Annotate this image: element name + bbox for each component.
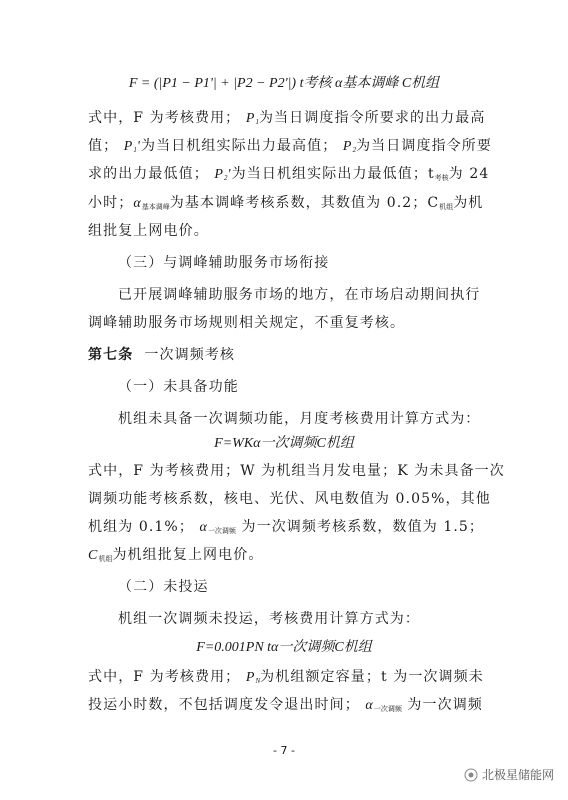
article-heading: 第七条 一次调频考核 — [88, 347, 236, 363]
text-line: 值； $P_1'$为当日机组实际出力最高值； $P_2$为当日调度指令所要 — [88, 138, 492, 154]
text-line: 调峰辅助服务市场规则相关规定，不重复考核。 — [88, 315, 406, 331]
text-line: 机组为 0.1%； $\alpha_{一次调频}$ 为一次调频考核系数，数值为 1.5； — [88, 519, 485, 535]
text-line: 小时；$\alpha_{基本调峰}$为基本调峰考核系数，其数值为 0.2；$C_{机组}$为机 — [88, 195, 484, 211]
text-line: 已开展调峰辅助服务市场的地方，在市场启动期间执行 — [118, 287, 481, 303]
section-heading: （一）未具备功能 — [118, 379, 239, 395]
text-line: 投运小时数，不包括调度发令退出时间； $\alpha_{一次调频}$ 为一次调频 — [88, 697, 483, 713]
watermark-text: 北极星储能网 — [481, 768, 554, 782]
text-line: 机组一次调频未投运，考核费用计算方式为： — [118, 611, 420, 627]
formula-1: F = (|P1 − P1'| + |P2 − P2'|) t考核 α基本调峰 C机组 — [128, 76, 440, 91]
page-number: - 7 - — [273, 744, 295, 757]
text-line: 组批复上网电价。 — [88, 223, 209, 239]
formula-3: F=0.001PN tα一次调频C机组 — [196, 640, 372, 655]
text-line: 式中，F 为考核费用； $P_1$为当日调度指令所要求的出力最高 — [88, 110, 486, 126]
text-line: 求的出力最低值； $P_2'$为当日机组实际出力最低值；$t_{考核}$为 24 — [88, 166, 490, 182]
text-line: 调频功能考核系数，核电、光伏、风电数值为 0.05%，其他 — [88, 491, 491, 507]
text-line: 式中，F 为考核费用； $P_N$为机组额定容量；t 为一次调频未 — [88, 669, 484, 685]
section-heading: （二）未投运 — [118, 579, 209, 595]
section-heading: （三）与调峰辅助服务市场衔接 — [118, 255, 330, 271]
text-line: 式中，F 为考核费用；W 为机组当月发电量；K 为未具备一次 — [88, 463, 505, 479]
text-line: $C_{机组}$为机组批复上网电价。 — [88, 547, 264, 563]
wechat-icon — [464, 768, 478, 782]
text-line: 机组未具备一次调频功能，月度考核费用计算方式为： — [118, 411, 481, 427]
formula-2: F=WKα一次调频C机组 — [214, 436, 354, 451]
watermark — [464, 766, 554, 783]
